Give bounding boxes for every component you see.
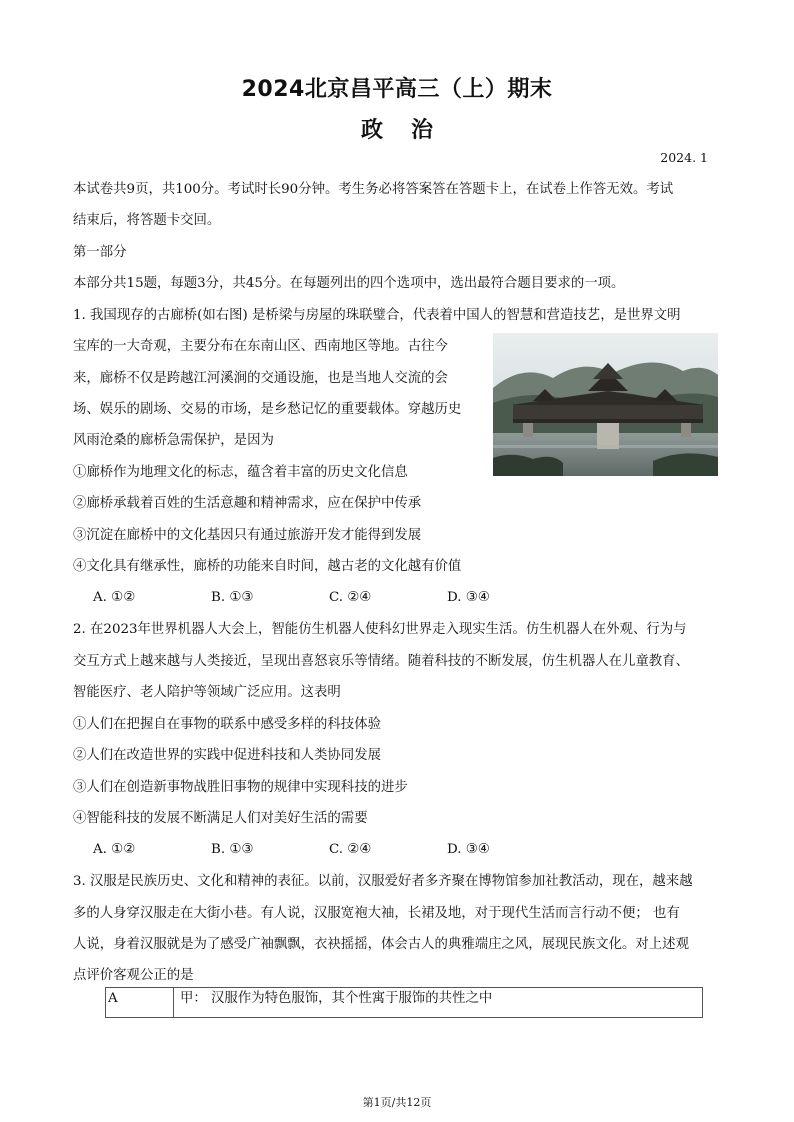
q2-statement-4: ④智能科技的发展不断满足人们对美好生活的需要 [73,811,368,826]
exam-date: 2024. 1 [660,150,708,165]
q2-statement-1: ①人们在把握自在事物的联系中感受多样的科技体验 [73,717,381,732]
part-instruction: 本部分共15题，每题3分，共45分。在每题列出的四个选项中，选出最符合题目要求的一项。 [73,276,625,291]
q2-statement-3: ③人们在创造新事物战胜旧事物的规律中实现科技的进步 [73,780,408,795]
q2-option-c[interactable]: C. ②④ [329,842,372,857]
q1-statement-3: ③沉淀在廊桥中的文化基因只有通过旅游开发才能得到发展 [73,528,422,543]
q1-line-3: 来，廊桥不仅是跨越江河溪涧的交通设施，也是当地人交流的会 [73,371,448,386]
part-title: 第一部分 [73,245,127,260]
q1-option-a[interactable]: A. ①② [93,590,136,605]
q2-line-2: 交互方式上越来越与人类接近，呈现出喜怒哀乐等情绪。随着科技的不断发展，仿生机器人在儿童教育、 [73,654,689,669]
q2-options [93,842,565,857]
exam-title: 2024北京昌平高三（上）期末 [241,77,553,102]
q1-option-c[interactable]: C. ②④ [329,590,372,605]
q3-line-2: 多的人身穿汉服走在大街小巷。有人说，汉服宽袍大袖，长裙及地，对于现代生活而言行动不便； 也有 [73,906,680,921]
q3-answer-table-row[interactable] [105,987,703,1018]
q2-option-d[interactable]: D. ③④ [447,842,490,857]
q2-statement-2: ②人们在改造世界的实践中促进科技和人类协同发展 [73,748,381,763]
q1-line-4: 场、娱乐的剧场、交易的市场，是乡愁记忆的重要载体。穿越历史 [73,402,462,417]
q1-option-b[interactable]: B. ①③ [211,590,254,605]
q1-line-1: 1. 我国现存的古廊桥(如右图) 是桥梁与房屋的珠联璧合，代表着中国人的智慧和营造技艺，是世界文明 [73,308,681,323]
q3-line-4: 点评价客观公正的是 [73,968,194,983]
intro-line-2: 结束后，将答题卡交回。 [73,213,221,228]
q3-line-1: 3. 汉服是民族历史、文化和精神的表征。以前，汉服爱好者多齐聚在博物馆参加社教活动，现在，越来越 [73,874,693,889]
intro-line-1: 本试卷共9页，共100分。考试时长90分钟。考生务必将答案答在答题卡上，在试卷上作答无效。考试 [73,182,674,197]
q3-line-3: 人说，身着汉服就是为了感受广袖飘飘，衣袂摇摇，体会古人的典雅端庄之风，展现民族文化。对上述观 [73,937,689,952]
q1-statement-1: ①廊桥作为地理文化的标志，蕴含着丰富的历史文化信息 [73,465,408,480]
covered-bridge-photo [493,333,718,476]
q3-row-text: 甲： 汉服作为特色服饰，其个性寓于服饰的共性之中 [180,991,493,1006]
q1-option-d[interactable]: D. ③④ [447,590,490,605]
q2-option-a[interactable]: A. ①② [93,842,136,857]
subject-title: 政治 [360,118,461,143]
q2-line-3: 智能医疗、老人陪护等领域广泛应用。这表明 [73,685,341,700]
q1-statement-2: ②廊桥承载着百姓的生活意趣和精神需求，应在保护中传承 [73,496,422,511]
q3-row-label: A [106,988,174,1017]
q2-line-1: 2. 在2023年世界机器人大会上，智能仿生机器人使科幻世界走入现实生活。仿生机器人在外观、行为与 [73,622,687,637]
q1-line-5: 风雨沧桑的廊桥急需保护，是因为 [73,433,274,448]
q1-statement-4: ④文化具有继承性，廊桥的功能来自时间，越古老的文化越有价值 [73,559,462,574]
q1-line-2: 宝库的一大奇观，主要分布在东南山区、西南地区等地。古往今 [73,339,448,354]
covered-bridge-image [493,333,718,476]
page-footer: 第1页/共12页 [362,1096,432,1109]
q2-option-b[interactable]: B. ①③ [211,842,254,857]
q1-options [93,590,565,605]
